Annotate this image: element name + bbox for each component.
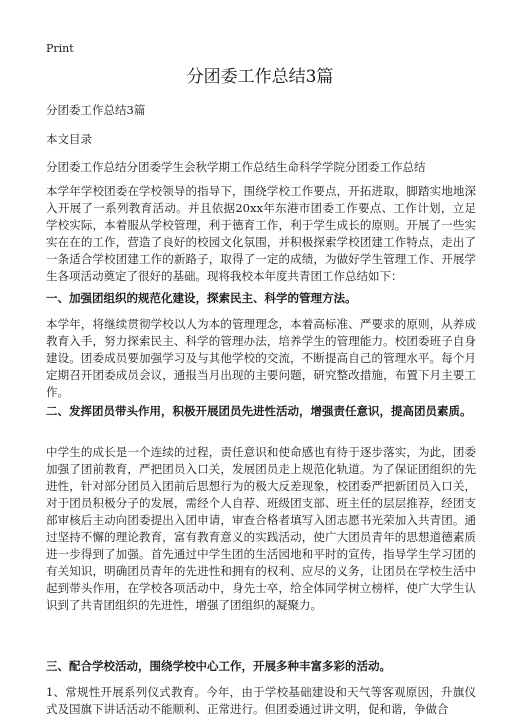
section1-heading: 一、加强团组织的规范化建设，探索民主、科学的管理方法。 xyxy=(46,291,357,305)
toc-label: 本文目录 xyxy=(46,132,92,146)
toc-items: 分团委工作总结分团委学生会秋学期工作总结生命科学学院分团委工作总结 xyxy=(46,160,426,174)
section3-heading: 三、配合学校活动，围绕学校中心工作，开展多种丰富多彩的活动。 xyxy=(46,659,391,673)
document-subtitle: 分团委工作总结3篇 xyxy=(46,103,146,117)
section2-heading: 二、发挥团员带头作用，积极开展团员先进性活动，增强责任意识，提高团员素质。 xyxy=(46,404,472,418)
intro-paragraph: 本学年学校团委在学校领导的指导下，围绕学校工作要点，开拓进取，脚踏实地地深入开展了一系列教育活动。并且依据20xx年东港市团委工作要点、工作计划，立足学校实际，本着服从学校管理，利于德育工作，利于学生成长的原则。开展了一些实实在在的工作，营造了良好的校园文化氛围，并积极探索学校团建工作特点，走出了一条适合学校团建工作的新路子，取得了一定的成绩，为做好学生管理工作、开展学生各项活动奠定了很好的基础。现将我校本年度共青团工作总结如下： xyxy=(46,184,476,283)
section3-paragraph: 1、常规性开展系列仪式教育。今年，由于学校基础建设和天气等客观原因，升旗仪式及国旗下讲话活动不能顺利、正常进行。但团委通过讲文明，促和谐，争做合 xyxy=(46,685,476,716)
document-title: 分团委工作总结3篇 xyxy=(186,67,334,87)
section2-paragraph: 中学生的成长是一个连续的过程，责任意识和使命感也有待于逐步落实，为此，团委加强了团前教育，严把团员入口关，发展团员走上规范化轨道。为了保证团组织的先进性，针对部分团员入团前后思想行为的极大反差现象，校团委严把新团员入口关，对于团员积极分子的发展，需经个人自荐、班级团支部、班主任的层层推荐，经团支部审核后主动向团委提出入团申请，审查合格者填写入团志愿书光荣加入共青团。通过坚持不懈的理论教育，富有教育意义的实践活动，使广大团员青年的思想道德素质进一步得到了加强。首先通过中学生团的生活园地和平时的宣传，指导学生学习团的有关知识，明确团员青年的先进性和拥有的权利、应尽的义务，让团员在学校生活中起到带头作用，在学校各项活动中，身先士卒，给全体同学树立榜样，使广大学生认识到了共青团组织的先进性，增强了团组织的凝聚力。 xyxy=(46,445,476,612)
print-label: Print xyxy=(46,42,74,55)
section1-paragraph: 本学年，将继续贯彻学校以人为本的管理理念，本着高标准、严要求的原则，从养成教育入手，努力探索民主、科学的管理办法，培养学生的管理能力。校团委班子自身建设。团委成员要加强学习及与其他学校的交流，不断提高自己的管理水平。每个月定期召开团委成员会议，通报当月出现的主要问题，研究整改措施，布置下月主要工作。 xyxy=(46,317,476,399)
